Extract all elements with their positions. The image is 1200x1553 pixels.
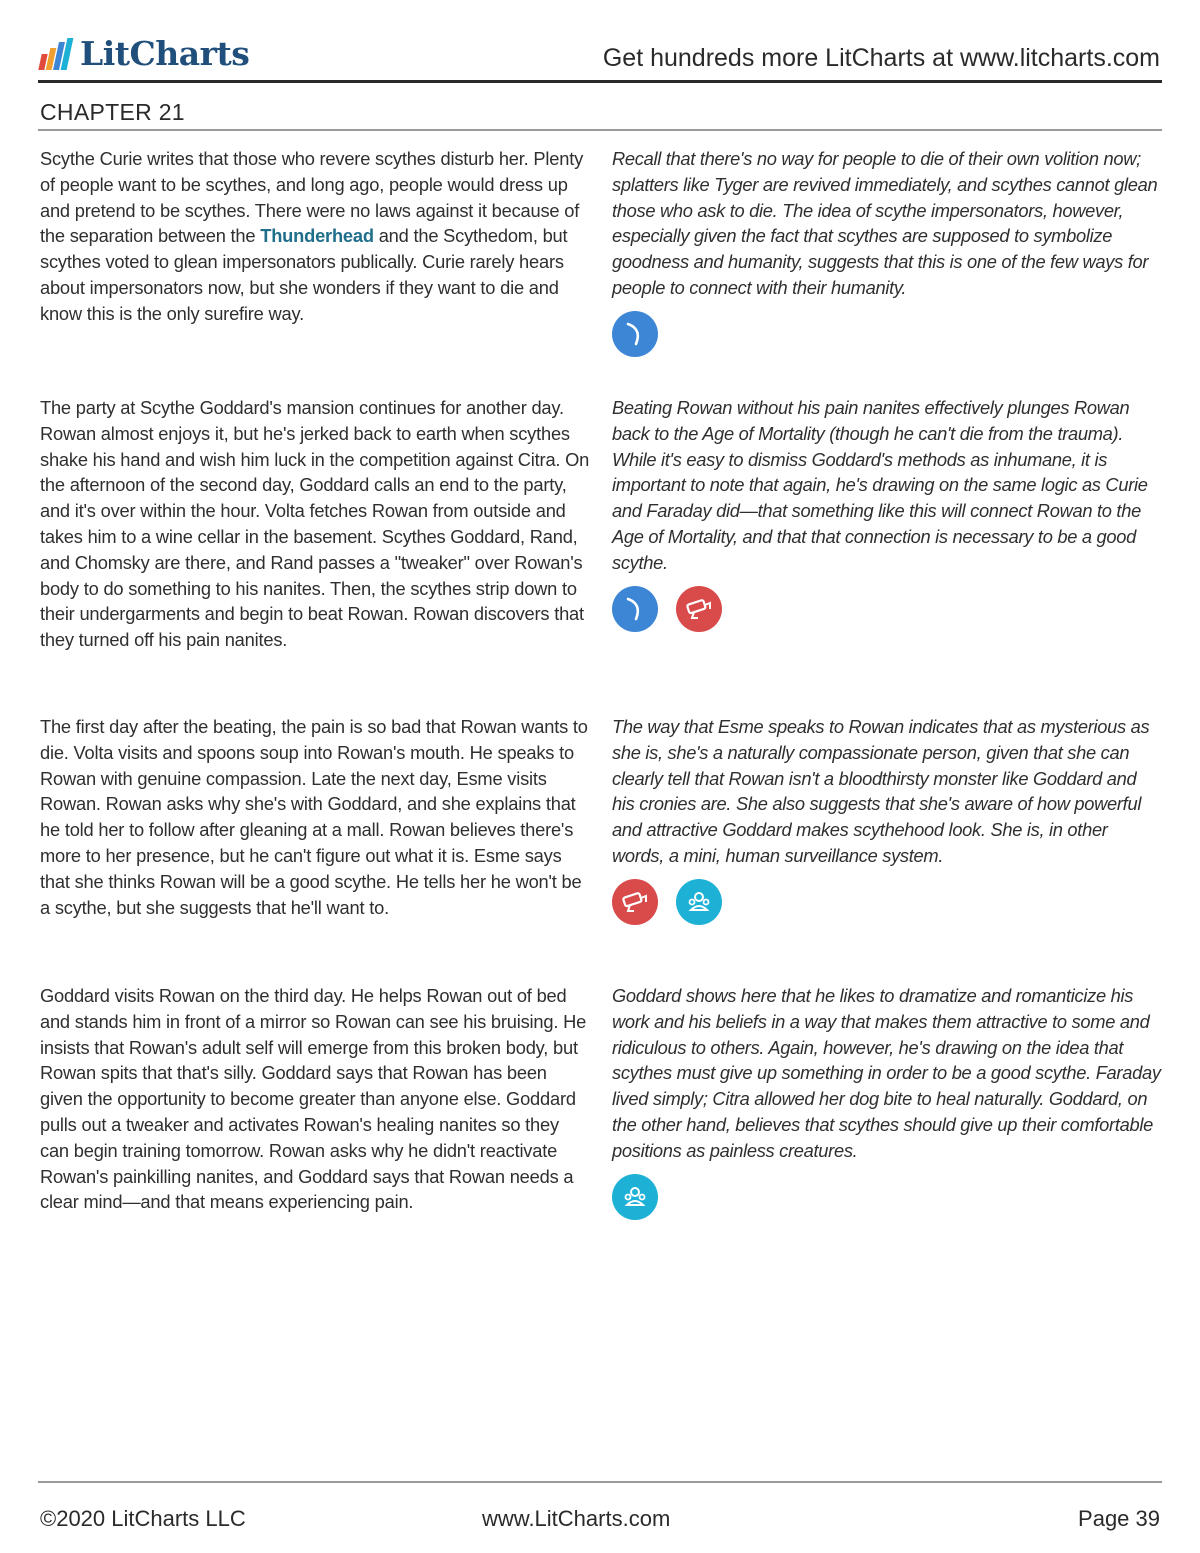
analysis-text: The way that Esme speaks to Rowan indicates that as mysterious as she is, she's a naturally compassionate person, given that she can clearly tell that Rowan isn't a bloodthirsty monster like Goddard and his cronies are. She also suggests that she's aware of how powerful and attractive Goddard makes scythehood look. She is, in other words, a mini, human surveillance system. bbox=[612, 716, 1150, 866]
theme-icons bbox=[612, 311, 1162, 357]
camera-icon[interactable] bbox=[612, 879, 658, 925]
analysis-block bbox=[612, 714, 1162, 925]
theme-icons bbox=[612, 879, 1162, 925]
promo-text[interactable]: Get hundreds more LitCharts at www.litcharts.com bbox=[602, 44, 1160, 72]
footer-rule bbox=[38, 1481, 1162, 1483]
society-icon[interactable] bbox=[612, 1174, 658, 1220]
summary-text: Scythe Curie writes that those who revere scythes disturb her. Plenty of people want to be scythes, and long ago, people would dress up and pretend to be scythes. There were no laws against it because of the separation between the Thunderhead and the Scythedom, but scythes voted to glean impersonators publically. Curie rarely hears about impersonators now, but she wonders if they want to die and know this is the only surefire way. bbox=[40, 148, 584, 324]
page-header bbox=[40, 34, 1162, 82]
analysis-block bbox=[612, 395, 1162, 632]
analysis-text: Goddard shows here that he likes to dramatize and romanticize his work and his beliefs in a way that makes them attractive to some and ridiculous to others. Again, however, he's drawing on the idea that scythes must give up something in order to be a good scythe. Faraday lived simply; Citra allowed her dog bite to heal naturally. Goddard, on the other hand, believes that scythes should give up their comfortable positions as painless creatures. bbox=[612, 985, 1161, 1161]
summary-text: The first day after the beating, the pain is so bad that Rowan wants to die. Volta visits and spoons soup into Rowan's mouth. He speaks to Rowan with genuine compassion. Late the next day, Esme visits Rowan. Rowan asks why she's with Goddard, and she explains that he told her to follow after gleaning at a mall. Rowan believes there's more to her presence, but he can't figure out what it is. Esme says that she thinks Rowan will be a good scythe. He tells her he won't be a scythe, but she suggests that he'll want to. bbox=[40, 716, 588, 918]
analysis-block bbox=[612, 146, 1162, 357]
footer-site-link[interactable]: www.LitCharts.com bbox=[482, 1506, 671, 1531]
theme-icons bbox=[612, 586, 1162, 632]
scythe-icon[interactable] bbox=[612, 311, 658, 357]
footer-copyright: ©2020 LitCharts LLC bbox=[40, 1506, 246, 1531]
analysis-text: Recall that there's no way for people to die of their own volition now; splatters like Tyger are revived immediately, and scythes cannot glean those who ask to die. The idea of scythe impersonators, however, especially given the fact that scythes are supposed to symbolize goodness and humanity, suggests that this is one of the few ways for people to connect with their humanity. bbox=[612, 148, 1158, 298]
litcharts-logo[interactable] bbox=[40, 34, 249, 73]
logo-bars-icon bbox=[40, 38, 72, 70]
summary-text: Goddard visits Rowan on the third day. He helps Rowan out of bed and stands him in front of a mirror so Rowan can see his bruising. He insists that Rowan's adult self will emerge from this broken body, but Rowan spits that that's silly. Goddard says that Rowan has been given the opportunity to become greater than anyone else. Goddard pulls out a tweaker and activates Rowan's healing nanites so they can begin training tomorrow. Rowan asks why he didn't reactivate Rowan's painkilling nanites, and Goddard says that Rowan needs a clear mind—and that means experiencing pain. bbox=[40, 985, 587, 1213]
logo-text: LitCharts bbox=[80, 34, 250, 73]
summary-text: The party at Scythe Goddard's mansion continues for another day. Rowan almost enjoys it, but he's jerked back to earth when scythes shake his hand and wish him luck in the competition against Citra. On the afternoon of the second day, Goddard calls an end to the party, and it's over within the hour. Volta fetches Rowan from outside and takes him to a wine cellar in the basement. Scythes Goddard, Rand, and Chomsky are there, and Rand passes a "tweaker" over Rowan's body to do something to his nanites. Then, the scythes strip down to their undergarments and begin to beat Rowan. Rowan discovers that they turned off his pain nanites. bbox=[40, 397, 590, 651]
chapter-rule bbox=[38, 129, 1162, 131]
theme-icons bbox=[612, 1174, 1162, 1220]
camera-icon[interactable] bbox=[676, 586, 722, 632]
analysis-text: Beating Rowan without his pain nanites effectively plunges Rowan back to the Age of Mortality (though he can't die from the trauma). While it's easy to dismiss Goddard's methods as inhumane, it is important to note that again, he's drawing on the same logic as Curie and Faraday did—that something like this will connect Rowan to the Age of Mortality, and that that connection is necessary to be a good scythe. bbox=[612, 397, 1148, 573]
header-rule bbox=[38, 80, 1162, 83]
society-icon[interactable] bbox=[676, 879, 722, 925]
scythe-icon[interactable] bbox=[612, 586, 658, 632]
chapter-title: CHAPTER 21 bbox=[40, 99, 185, 125]
analysis-block bbox=[612, 983, 1162, 1220]
footer-page-number: Page 39 bbox=[1078, 1506, 1160, 1531]
term-link-thunderhead[interactable]: Thunderhead bbox=[260, 225, 374, 247]
